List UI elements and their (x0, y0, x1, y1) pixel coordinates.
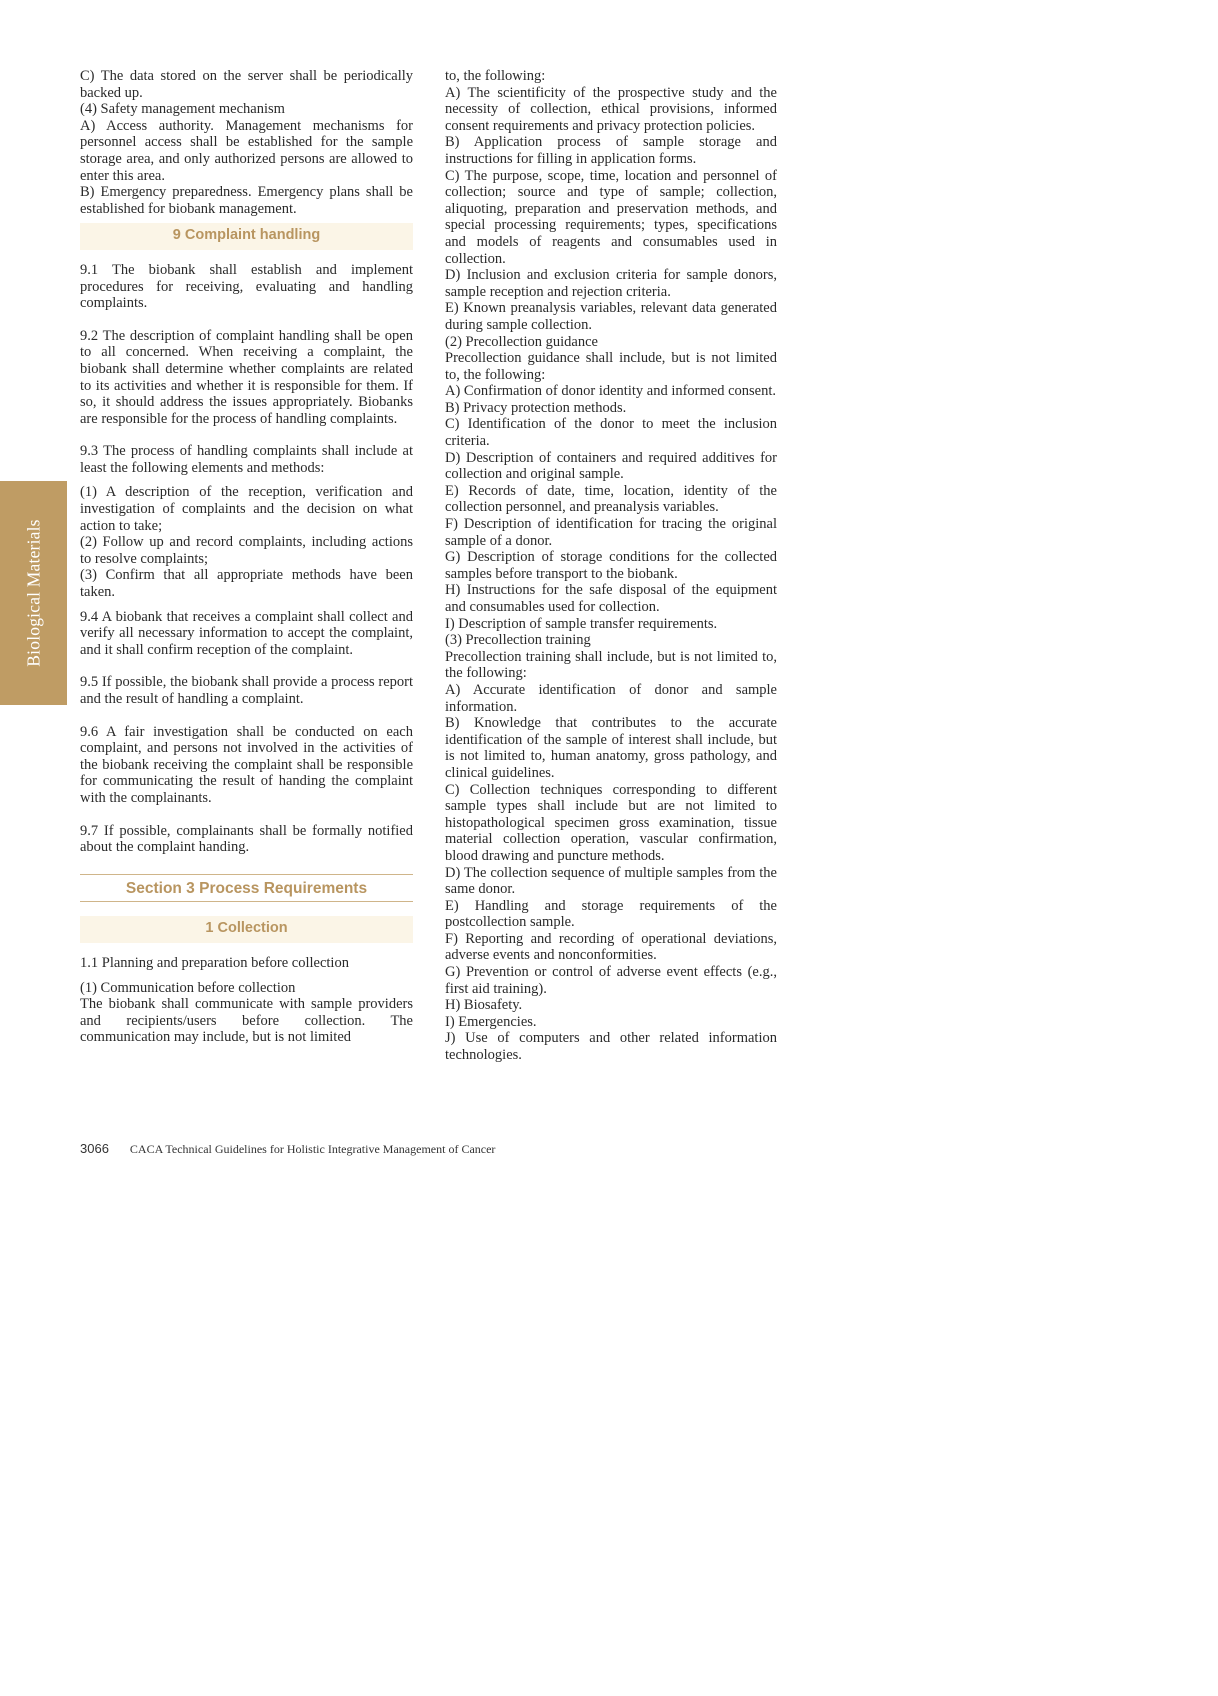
paragraph: E) Records of date, time, location, identity of the collection personnel, and preanalysis variables. (445, 482, 777, 516)
paragraph-9-6: 9.6 A fair investigation shall be conducted on each complaint, and persons not involved in the activities of the biobank receiving the complaint shall be responsible for communicating the result of handing the complaint with the complainants. (80, 723, 413, 806)
section-title: Section 3 Process Requirements (80, 874, 413, 903)
paragraph: Precollection training shall include, but is not limited to, the following: (445, 648, 777, 682)
paragraph: C) Collection techniques corresponding to different sample types shall include but are not limited to histopathological specimen gross examination, tissue material collection operation, vascular confirmation, blood drawing and puncture methods. (445, 781, 777, 864)
paragraph: The biobank shall communicate with sample providers and recipients/users before collection. The communication may include, but is not limited (80, 996, 413, 1046)
subheading: (1) Communication before collection (80, 979, 296, 996)
paragraph: C) The purpose, scope, time, location and personnel of collection; source and type of sample; collection, aliquoting, preparation and preservation methods, and special processing requirements; types, specifications and models of reagents and consumables used in collection. (445, 167, 777, 267)
page-number: 3066 (80, 1141, 109, 1156)
list-item: (3) Confirm that all appropriate methods have been taken. (80, 567, 413, 601)
paragraph: E) Handling and storage requirements of the postcollection sample. (445, 897, 777, 931)
journal-title: CACA Technical Guidelines for Holistic Integrative Management of Cancer (129, 1142, 496, 1156)
paragraph: E) Known preanalysis variables, relevant data generated during sample collection. (445, 300, 777, 333)
paragraph-9-1: 9.1 The biobank shall establish and implement procedures for receiving, evaluating and handling complaints. (80, 261, 413, 312)
paragraph-9-7: 9.7 If possible, complainants shall be formally notified about the complaint handing. (80, 822, 413, 856)
left-column (80, 68, 413, 1046)
paragraph: B) Privacy protection methods. (445, 399, 627, 416)
subheading: (3) Precollection training (445, 632, 591, 649)
paragraph: A) Confirmation of donor identity and informed consent. (445, 383, 777, 400)
page-footer (80, 1141, 495, 1157)
paragraph: (4) Safety management mechanism (80, 101, 285, 118)
side-tab-label: Biological Materials (23, 519, 43, 667)
paragraph: A) Accurate identification of donor and sample information. (445, 681, 777, 715)
paragraph: C) Identification of the donor to meet the inclusion criteria. (445, 416, 777, 450)
heading-complaint-handling: 9 Complaint handling (80, 223, 413, 250)
paragraph: A) The scientificity of the prospective study and the necessity of collection, ethical provisions, informed consent requirements and privacy protection policies. (445, 84, 777, 134)
paragraph-9-2: 9.2 The description of complaint handling shall be open to all concerned. When receiving a complaint, the biobank shall determine whether complaints are related to its activities and whether it is responsible for them. If so, it should address the issues appropriately. Biobanks are responsible for the process of handling complaints. (80, 327, 413, 427)
list-item: (2) Follow up and record complaints, including actions to resolve complaints; (80, 534, 413, 567)
right-column (445, 68, 777, 1064)
paragraph: F) Reporting and recording of operational deviations, adverse events and nonconformities. (445, 930, 777, 964)
paragraph-1-1: 1.1 Planning and preparation before collection (80, 954, 349, 971)
paragraph: D) Description of containers and required additives for collection and original sample. (445, 449, 777, 483)
section-side-tab (0, 481, 67, 705)
paragraph: C) The data stored on the server shall be periodically backed up. (80, 68, 413, 101)
paragraph: G) Prevention or control of adverse event effects (e.g., first aid training). (445, 964, 777, 997)
paragraph: B) Emergency preparedness. Emergency plans shall be established for biobank management. (80, 184, 413, 217)
paragraph: D) Inclusion and exclusion criteria for sample donors, sample reception and rejection criteria. (445, 267, 777, 300)
paragraph-9-4: 9.4 A biobank that receives a complaint shall collect and verify all necessary information to accept the complaint, and it shall confirm reception of the complaint. (80, 608, 413, 658)
paragraph: G) Description of storage conditions for the collected samples before transport to the biobank. (445, 549, 777, 582)
paragraph: Precollection guidance shall include, but is not limited to, the following: (445, 350, 777, 383)
heading-collection: 1 Collection (80, 916, 413, 943)
paragraph: A) Access authority. Management mechanisms for personnel access shall be established for the sample storage area, and only authorized persons are allowed to enter this area. (80, 117, 413, 184)
paragraph: to, the following: (445, 68, 546, 84)
paragraph: H) Instructions for the safe disposal of the equipment and consumables used for collection. (445, 582, 777, 615)
list-item: (1) A description of the reception, verification and investigation of complaints and the decision on what action to take; (80, 484, 413, 534)
paragraph-9-5: 9.5 If possible, the biobank shall provide a process report and the result of handling a complaint. (80, 674, 413, 707)
subheading: (2) Precollection guidance (445, 333, 598, 350)
paragraph: I) Emergencies. (445, 1013, 537, 1030)
paragraph: B) Application process of sample storage and instructions for filling in application forms. (445, 134, 777, 167)
paragraph: B) Knowledge that contributes to the accurate identification of the sample of interest shall include, but is not limited to, human anatomy, gross pathology, and clinical guidelines. (445, 715, 777, 781)
paragraph: F) Description of identification for tracing the original sample of a donor. (445, 516, 777, 549)
paragraph-9-3: 9.3 The process of handling complaints shall include at least the following elements and methods: (80, 443, 413, 476)
paragraph: H) Biosafety. (445, 997, 523, 1014)
paragraph: I) Description of sample transfer requirements. (445, 615, 718, 632)
paragraph: D) The collection sequence of multiple samples from the same donor. (445, 864, 777, 898)
paragraph: J) Use of computers and other related information technologies. (445, 1030, 777, 1064)
